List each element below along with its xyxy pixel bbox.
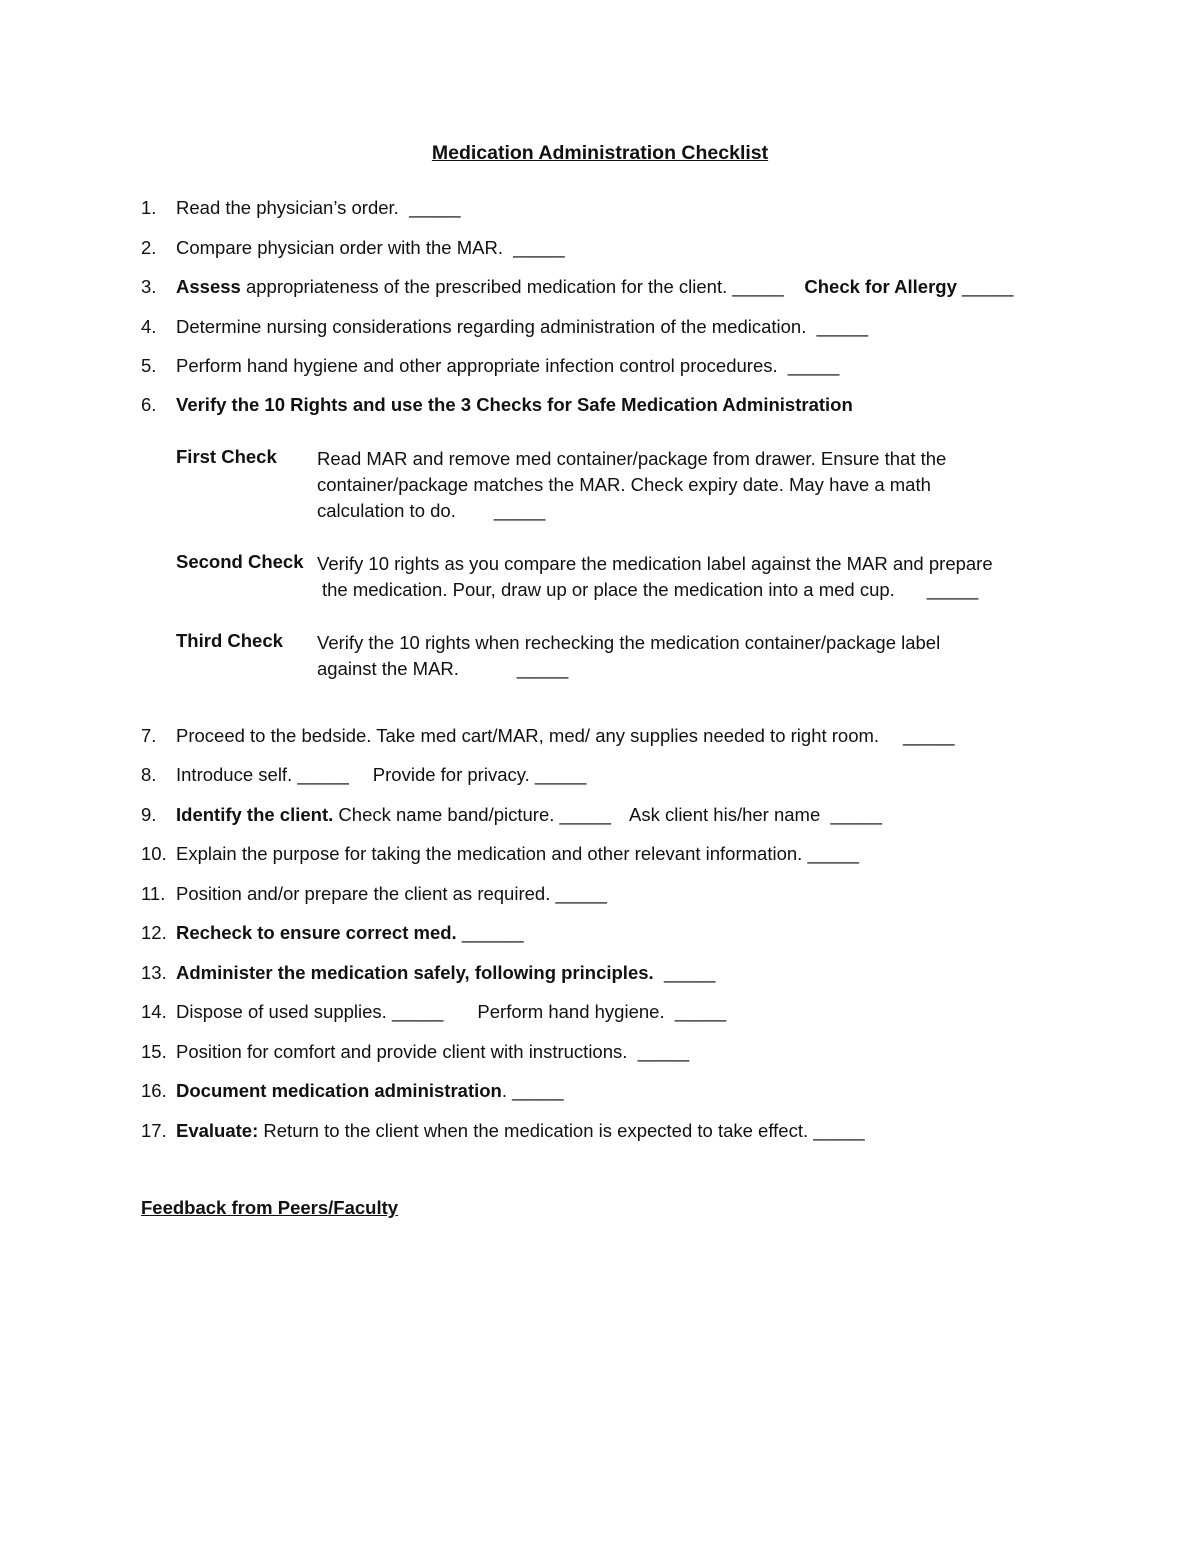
item-bold-text: Administer the medication safely, following principles. xyxy=(176,962,654,983)
blank-line: _____ xyxy=(903,725,955,746)
checklist-item-7: 7. Proceed to the bedside. Take med cart/MAR, med/ any supplies needed to right room. _____ xyxy=(141,725,955,746)
item-text: Return to the client when the medication is expected to take effect. xyxy=(258,1120,809,1141)
check-label: Second Check xyxy=(176,551,304,572)
blank-line: _____ xyxy=(493,500,546,521)
checklist-item-16: 16. Document medication administration. _____ xyxy=(141,1080,564,1101)
checklist-item-1: 1. Read the physician’s order. _____ xyxy=(141,197,461,218)
item-text-2: Ask client his/her name xyxy=(628,804,821,825)
checklist-item-10: 10. Explain the purpose for taking the medication and other relevant information. _____ xyxy=(141,843,859,864)
blank-line: _____ xyxy=(513,237,565,258)
blank-line: _____ xyxy=(830,804,882,825)
checklist-item-14: 14. Dispose of used supplies. _____ Perform hand hygiene. _____ xyxy=(141,1001,727,1022)
blank-line: _____ xyxy=(962,276,1014,297)
item-text: Dispose of used supplies. xyxy=(176,1001,387,1022)
blank-line: _____ xyxy=(534,764,587,785)
blank-line: _____ xyxy=(297,764,349,785)
check-description: Verify the 10 rights when rechecking the medication container/package label against the MAR. _____ xyxy=(317,632,941,679)
blank-line: ______ xyxy=(461,922,524,943)
checklist-item-17: 17. Evaluate: Return to the client when the medication is expected to take effect. _____ xyxy=(141,1120,865,1141)
blank-line: _____ xyxy=(926,579,979,600)
check-description: Verify 10 rights as you compare the medication label against the MAR and prepare the medication. Pour, draw up or place the medication into a med cup. _____ xyxy=(317,553,993,600)
blank-line: _____ xyxy=(813,1120,865,1141)
blank-line: _____ xyxy=(674,1001,727,1022)
item-bold-text: Verify the 10 Rights and use the 3 Checks for Safe Medication Administration xyxy=(176,394,853,415)
item-text: Perform hand hygiene and other appropriate infection control procedures. xyxy=(176,355,778,376)
item-text: Compare physician order with the MAR. xyxy=(176,237,503,258)
item-bold-text: Evaluate: xyxy=(176,1120,259,1141)
item-bold-text: Recheck to ensure correct med. xyxy=(176,922,457,943)
checklist-item-6: 6. Verify the 10 Rights and use the 3 Checks for Safe Medication Administration xyxy=(141,394,853,415)
check-label: Third Check xyxy=(176,630,283,651)
blank-line: _____ xyxy=(516,658,569,679)
item-text: Proceed to the bedside. Take med cart/MAR, med/ any supplies needed to right room. xyxy=(176,725,880,746)
item-text: Check name band/picture. xyxy=(333,804,555,825)
item-text-2: Perform hand hygiene. xyxy=(477,1001,665,1022)
blank-line: _____ xyxy=(816,316,869,337)
item-bold-text: Document medication administration xyxy=(176,1080,502,1101)
checklist-item-4: 4. Determine nursing considerations regarding administration of the medication. _____ xyxy=(141,316,869,337)
blank-line: _____ xyxy=(409,197,461,218)
checklist-item-8: 8. Introduce self. _____ Provide for privacy. _____ xyxy=(141,764,587,785)
checklist-item-9: 9. Identify the client. Check name band/picture. _____ Ask client his/her name _____ xyxy=(141,804,882,825)
item-bold-text: Assess xyxy=(176,276,241,297)
blank-line: _____ xyxy=(807,843,859,864)
blank-line: _____ xyxy=(637,1041,690,1062)
blank-line: _____ xyxy=(512,1080,564,1101)
item-text: Position for comfort and provide client with instructions. xyxy=(176,1041,628,1062)
blank-line: _____ xyxy=(555,883,607,904)
item-text: appropriateness of the prescribed medication for the client. xyxy=(240,276,728,297)
check-description: Read MAR and remove med container/package from drawer. Ensure that the container/package matches the MAR. Check expiry date. May have a math calculation to do. _____ xyxy=(317,448,947,521)
checklist-item-3: 3. Assess appropriateness of the prescribed medication for the client. _____ Check for Allergy _____ xyxy=(141,276,1014,297)
item-bold-text: Identify the client. xyxy=(176,804,334,825)
item-text: Read the physician’s order. xyxy=(176,197,399,218)
allergy-check-label: Check for Allergy xyxy=(804,276,957,297)
checklist-item-2: 2. Compare physician order with the MAR. _____ xyxy=(141,237,565,258)
item-text: Explain the purpose for taking the medication and other relevant information. xyxy=(176,843,803,864)
blank-line: _____ xyxy=(559,804,611,825)
item-text: Introduce self. xyxy=(176,764,293,785)
item-text: Position and/or prepare the client as required. xyxy=(176,883,551,904)
item-text: Determine nursing considerations regarding administration of the medication. xyxy=(176,316,807,337)
blank-line: _____ xyxy=(663,962,716,983)
blank-line: _____ xyxy=(391,1001,444,1022)
page-title: Medication Administration Checklist xyxy=(431,142,769,164)
item-text: . xyxy=(501,1080,507,1101)
checklist-item-12: 12. Recheck to ensure correct med. ______ xyxy=(141,922,524,943)
checklist-item-5: 5. Perform hand hygiene and other appropriate infection control procedures. _____ xyxy=(141,355,840,376)
check-label: First Check xyxy=(176,446,277,467)
item-text-2: Provide for privacy. xyxy=(372,764,530,785)
blank-line: _____ xyxy=(732,276,784,297)
blank-line: _____ xyxy=(787,355,840,376)
checklist-item-11: 11. Position and/or prepare the client as required. _____ xyxy=(141,883,607,904)
checklist-item-13: 13. Administer the medication safely, following principles. _____ xyxy=(141,962,716,983)
checklist-item-15: 15. Position for comfort and provide client with instructions. _____ xyxy=(141,1041,690,1062)
feedback-heading: Feedback from Peers/Faculty xyxy=(141,1197,399,1218)
